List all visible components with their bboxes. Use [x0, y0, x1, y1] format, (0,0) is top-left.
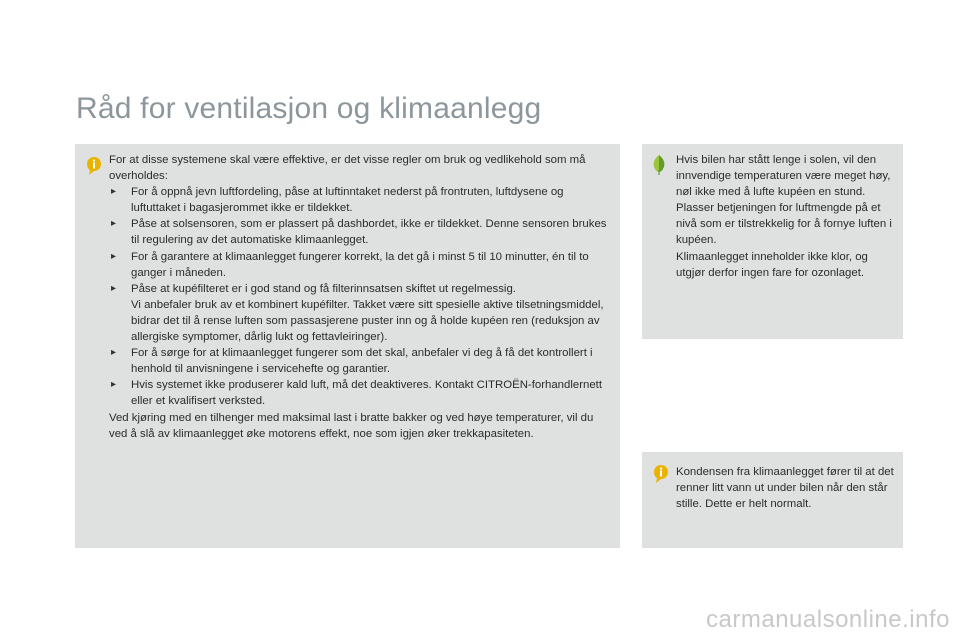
list-item: ▸ Påse at kupéfilteret er i god stand og få filterinnsatsen skiftet ut regelmessig. Vi anbefaler bruk av et kombinert kupéfilter. Takket være sitt spesielle aktive tilsetningsmiddel, bidrar det til å rense luften som passasjerene puster inn og å holde kupéen ren (reduksjon av allergiske symptomer, dårlig lukt og fettavleiringer).	[111, 282, 604, 344]
eco-tip-text	[676, 152, 898, 281]
main-info-text	[109, 152, 609, 442]
bullet-arrow-icon: ▸	[111, 379, 117, 391]
outro-text: Ved kjøring med en tilhenger med maksimal last i bratte bakker og ved høye temperaturer, vil du ved å slå av klimaanlegget øke motorens effekt, noe som igjen øker trekkapasiteten.	[109, 411, 594, 440]
bullet-arrow-icon: ▸	[111, 250, 117, 262]
main-info-panel	[75, 144, 620, 548]
list-item: ▸ For å oppnå jevn luftfordeling, påse at luftinntaket nederst på frontruten, luftdysene og luftuttaket i bagasjerommet ikke er tildekket.	[111, 186, 564, 215]
intro-text: For at disse systemene skal være effektive, er det visse regler om bruk og vedlikehold som må overholdes:	[109, 154, 586, 183]
eco-paragraph: Klimaanlegget inneholder ikke klor, og utgjør derfor ingen fare for ozonlaget.	[676, 250, 868, 279]
eco-paragraph: Plasser betjeningen for luftmengde på et nivå som er tilstrekkelig for å fornye luften i kupéen.	[676, 202, 892, 247]
eco-paragraph: Hvis bilen har stått lenge i solen, vil den innvendige temperaturen være meget høy, nøl ikke med å lufte kupéen en stund.	[676, 154, 891, 199]
list-item-extra: Vi anbefaler bruk av et kombinert kupéfilter. Takket være sitt spesielle aktive tilsetningsmiddel, bidrar det til å rense luften som passasjerene puster inn og å holde kupéen ren (reduksjon av allergiske symptomer, dårlig lukt og fettavleiringer).	[131, 298, 604, 344]
bullet-arrow-icon: ▸	[111, 218, 117, 230]
list-item: ▸ For å garantere at klimaanlegget fungerer korrekt, la det gå i minst 5 til 10 minutter, én til to ganger i måneden.	[111, 250, 589, 279]
condensation-text: Kondensen fra klimaanlegget fører til at det renner litt vann ut under bilen når den står stille. Dette er helt normalt.	[676, 466, 894, 511]
leaf-icon	[651, 154, 667, 176]
list-item: ▸ Hvis systemet ikke produserer kald luft, må det deaktiveres. Kontakt CITROËN-forhandlernett eller et kvalifisert verksted.	[111, 379, 603, 408]
condensation-info-panel	[642, 452, 903, 548]
recommendation-list	[109, 184, 609, 409]
watermark: carmanualsonline.info	[706, 606, 950, 633]
bullet-arrow-icon: ▸	[111, 186, 117, 198]
bullet-arrow-icon: ▸	[111, 347, 117, 359]
info-icon	[86, 156, 102, 176]
bullet-arrow-icon: ▸	[111, 282, 117, 294]
info-icon	[653, 464, 669, 484]
page-title: Råd for ventilasjon og klimaanlegg	[76, 92, 542, 125]
eco-tip-panel	[642, 144, 903, 339]
list-item: ▸ For å sørge for at klimaanlegget fungerer som det skal, anbefaler vi deg å få det kontrollert i henhold til anvisningene i servicehefte og garantier.	[111, 347, 593, 376]
list-item: ▸ Påse at solsensoren, som er plassert på dashbordet, ikke er tildekket. Denne sensoren brukes til regulering av det automatiske klimaanlegget.	[111, 218, 607, 247]
